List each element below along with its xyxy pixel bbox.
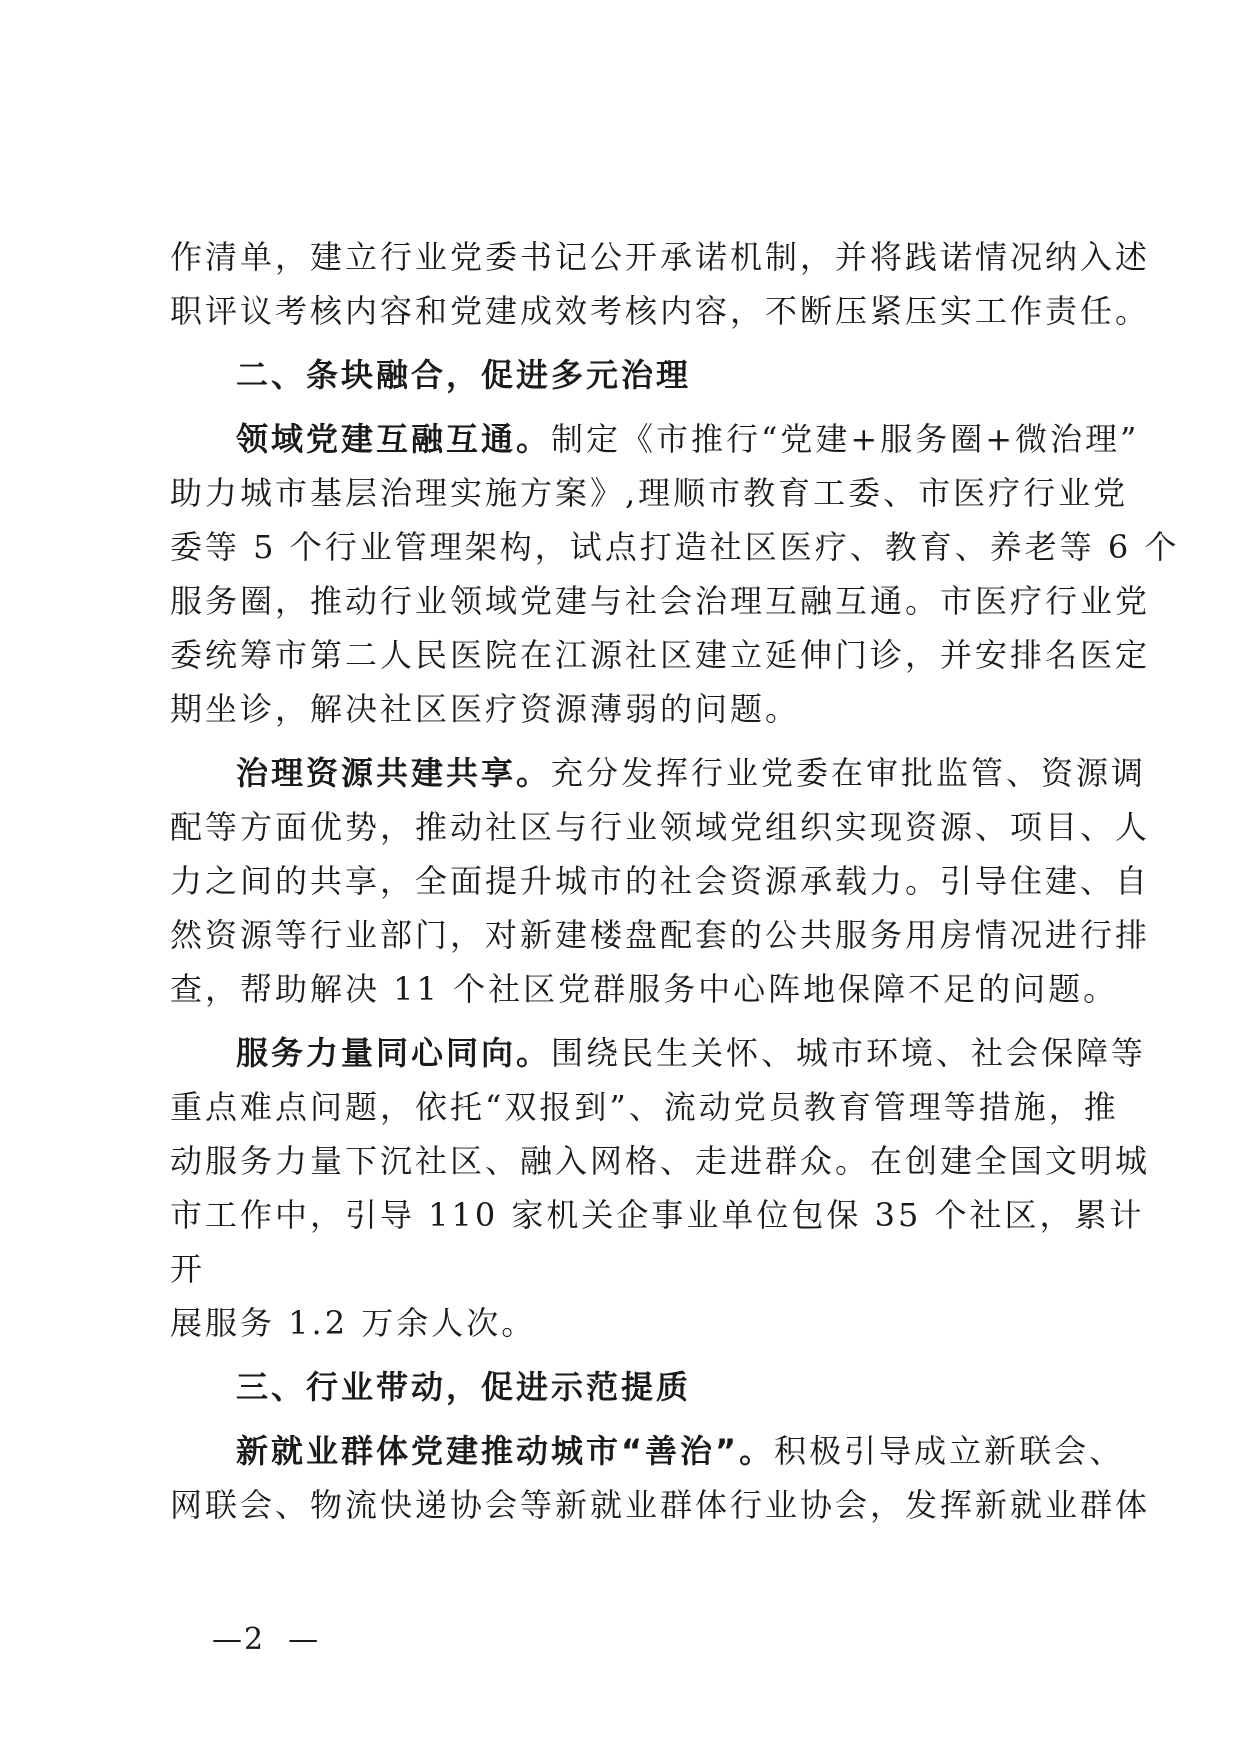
text-line: 网联会、物流快递协会等新就业群体行业协会，发挥新就业群体: [170, 1486, 1151, 1524]
text-run: 积极引导成立新联会、: [774, 1432, 1125, 1470]
text-line: 力之间的共享，全面提升城市的社会资源承载力。引导住建、自: [170, 862, 1151, 900]
section-heading-2: 二、条块融合，促进多元治理: [236, 356, 692, 394]
text-line: [170, 1026, 1147, 1080]
text-line: [170, 412, 1140, 466]
text-line: 作清单，建立行业党委书记公开承诺机制，并将践诺情况纳入述: [170, 238, 1151, 276]
text-run: 制定《市推行“党建+服务圈+微治理”: [551, 420, 1140, 458]
paragraph-service-forces: [170, 1026, 1151, 1350]
page-number: —2 —: [212, 1622, 321, 1657]
text-line: 市工作中，引导 110 家机关企事业单位包保 35 个社区，累计: [170, 1196, 1145, 1234]
text-run: 充分发挥行业党委在审批监管、资源调: [551, 754, 1147, 792]
text-run: 围绕民生关怀、城市环境、社会保障等: [551, 1034, 1147, 1072]
text-line: 期坐诊，解决社区医疗资源薄弱的问题。: [170, 690, 801, 728]
text-line: 委等 5 个行业管理架构，试点打造社区医疗、教育、养老等 6 个: [170, 528, 1180, 566]
document-body: [170, 220, 1180, 1532]
text-line: 然资源等行业部门，对新建楼盘配套的公共服务用房情况进行排: [170, 916, 1151, 954]
text-line: 展服务 1.2 万余人次。: [170, 1304, 537, 1342]
section-heading-3: 三、行业带动，促进示范提质: [236, 1368, 692, 1406]
text-line: 重点难点问题，依托“双报到”、流动党员教育管理等措施，推: [170, 1088, 1119, 1126]
paragraph-continuation: [170, 230, 1151, 338]
text-line: 职评议考核内容和党建成效考核内容，不断压紧压实工作责任。: [170, 292, 1151, 330]
paragraph-lead: 服务力量同心同向。: [236, 1034, 552, 1072]
text-line: 助力城市基层治理实施方案》,理顺市教育工委、市医疗行业党: [170, 474, 1129, 512]
text-line: [170, 1424, 1125, 1478]
text-line: 查，帮助解决 11 个社区党群服务中心阵地保障不足的问题。: [170, 970, 1119, 1008]
paragraph-lead: 治理资源共建共享。: [236, 754, 552, 792]
text-line: 配等方面优势，推动社区与行业领域党组织实现资源、项目、人: [170, 808, 1151, 846]
paragraph-lead: 新就业群体党建推动城市“善治”。: [236, 1432, 775, 1470]
text-line: 委统筹市第二人民医院在江源社区建立延伸门诊，并安排名医定: [170, 636, 1151, 674]
text-line: 服务圈，推动行业领域党建与社会治理互融互通。市医疗行业党: [170, 582, 1151, 620]
text-line: 动服务力量下沉社区、融入网格、走进群众。在创建全国文明城: [170, 1142, 1151, 1180]
text-line: [170, 746, 1147, 800]
paragraph-governance-resources: [170, 746, 1151, 1016]
paragraph-new-employment: [170, 1424, 1151, 1532]
paragraph-lead: 领域党建互融互通。: [236, 420, 552, 458]
text-line: 开: [170, 1250, 206, 1288]
paragraph-domain-party-building: [170, 412, 1180, 736]
